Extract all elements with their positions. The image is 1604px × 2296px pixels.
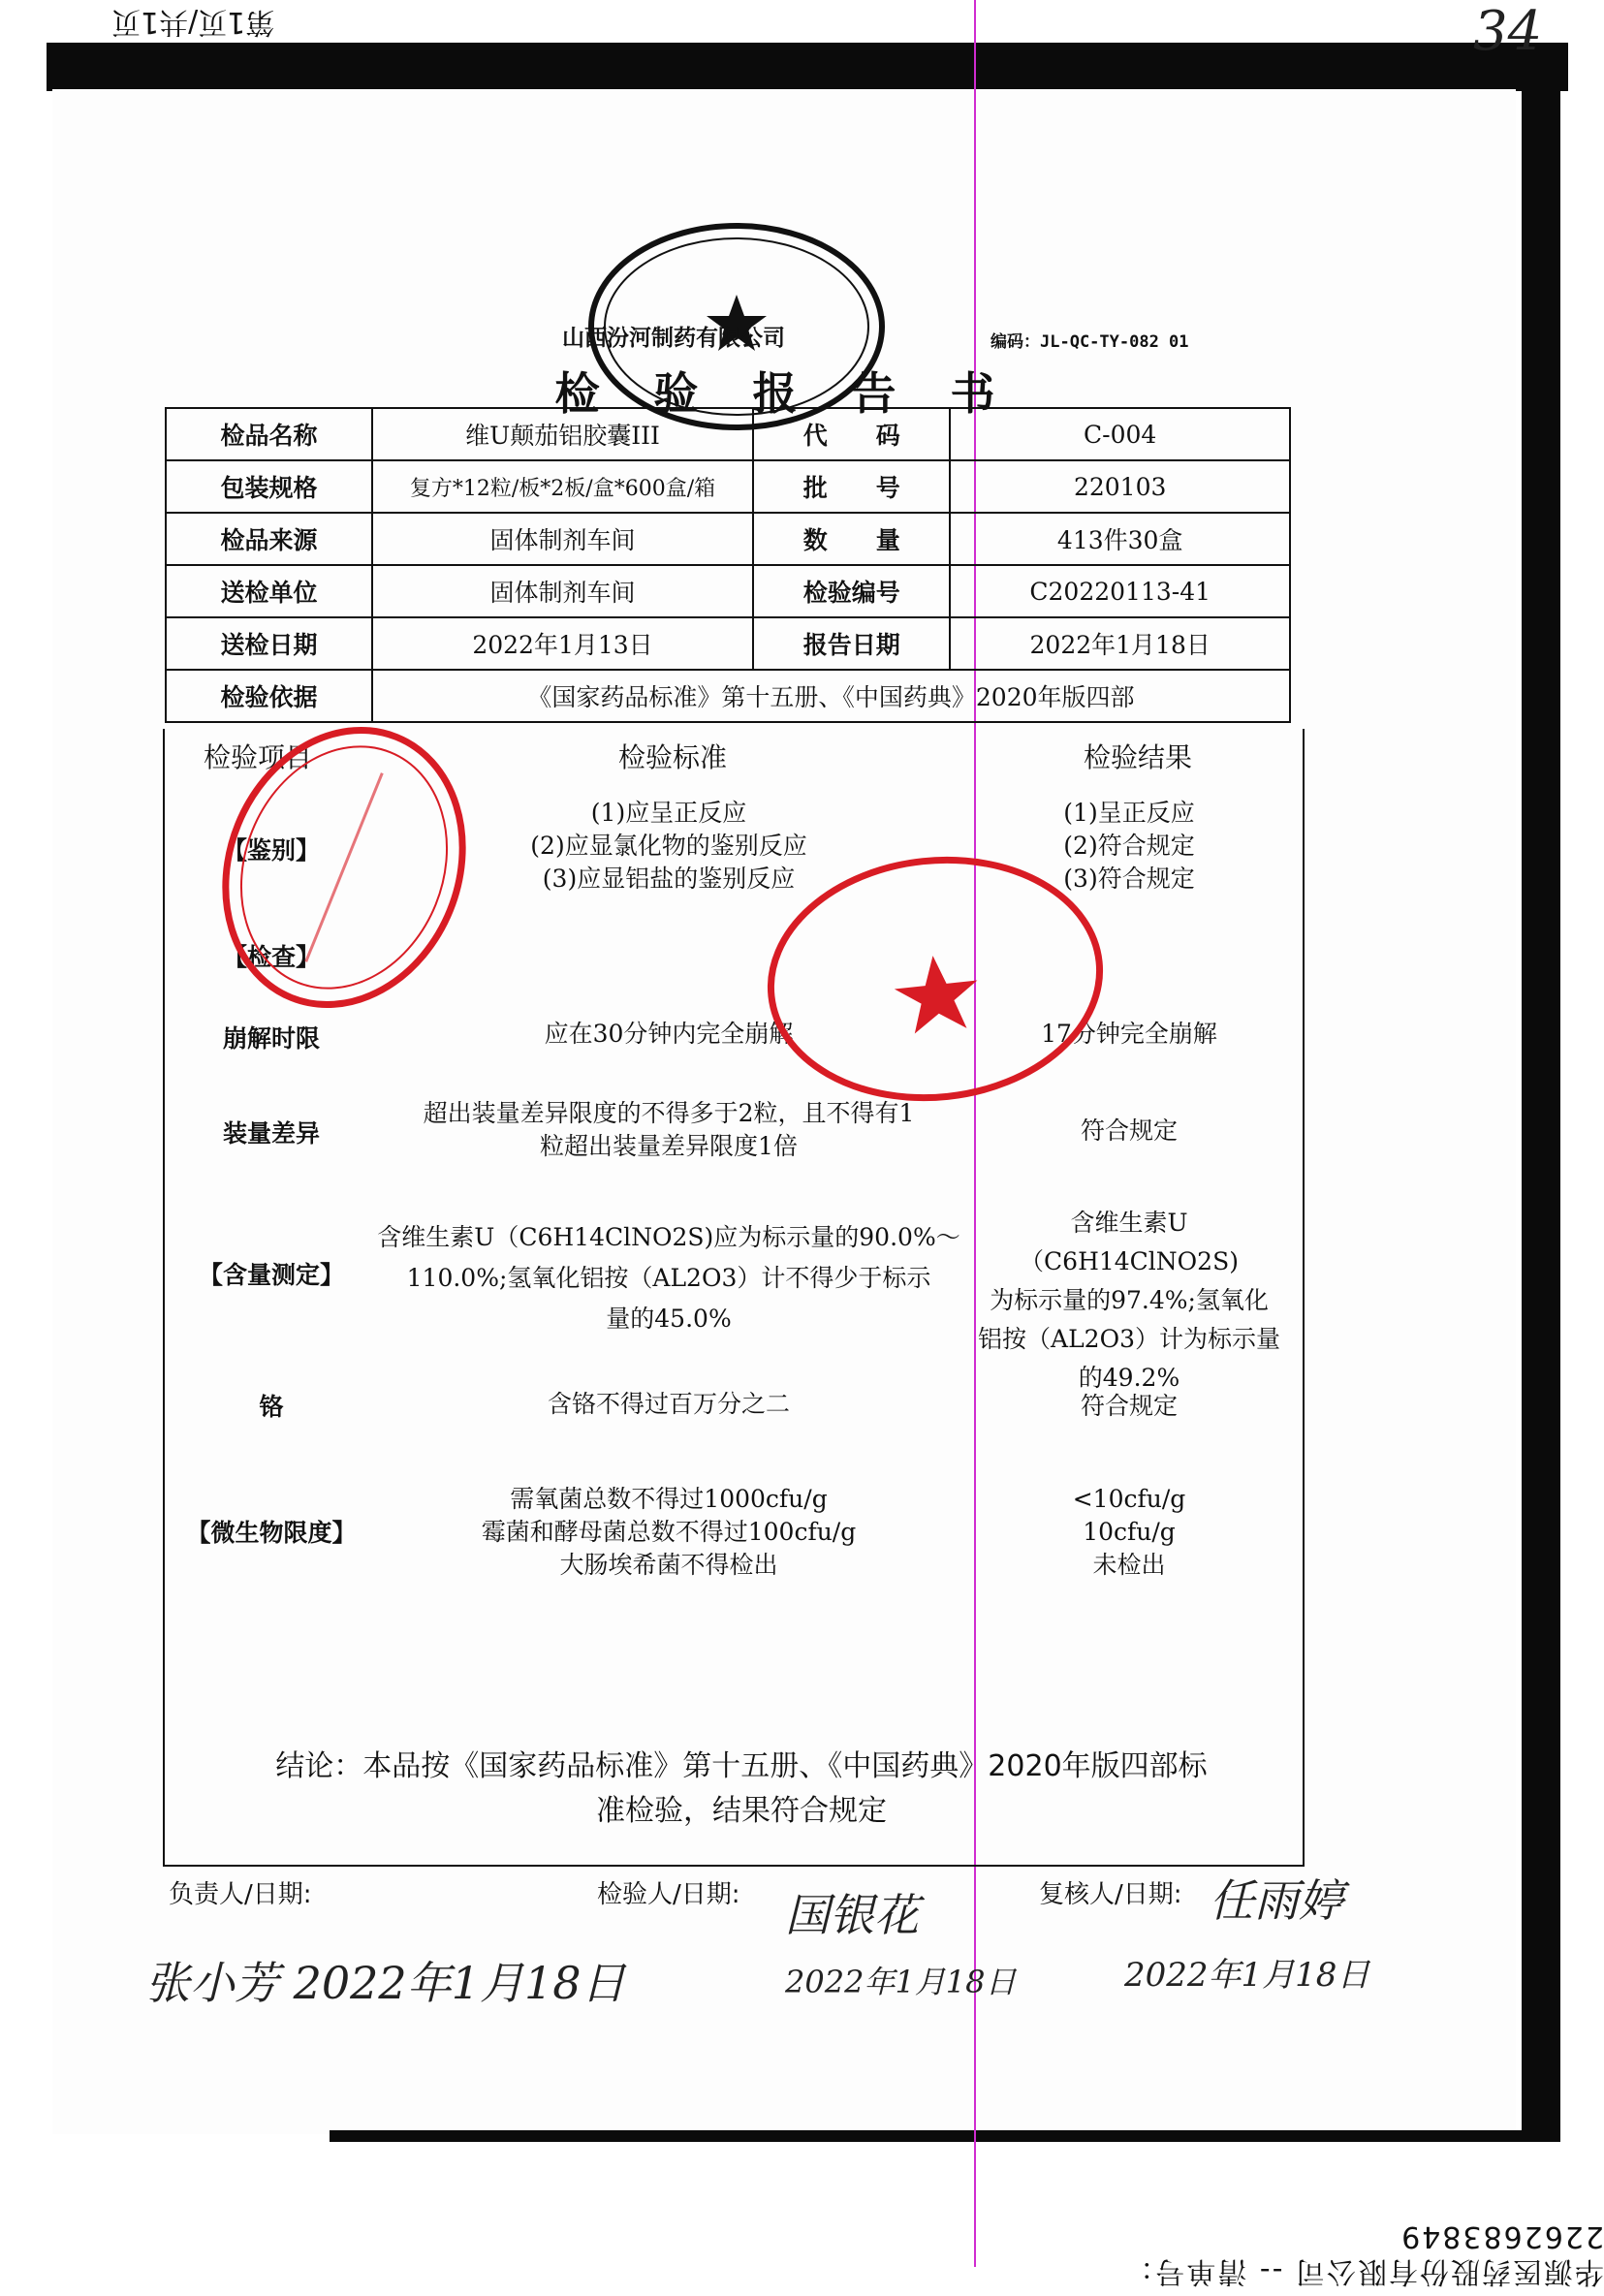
item-identification: 【鉴别】 [222,836,320,865]
result-line: 未检出 [1092,1551,1166,1579]
sample-info-table [165,407,1291,723]
result-line: 为标示量的97.4%;氢氧化 [990,1286,1269,1314]
field-label: 数 量 [753,513,950,565]
field-label: 送检日期 [166,617,372,670]
column-header-result: 检验结果 [1084,741,1193,773]
field-label: 送检单位 [166,565,372,617]
field-label: 检验依据 [166,670,372,722]
scan-border-top [47,43,1568,91]
page-number: 第1页/共1页 [111,5,275,39]
item-microbial-limit: 【微生物限度】 [186,1519,357,1547]
responsible-label: 负责人/日期: [169,1880,312,1909]
inspector-signature: 国银花 [785,1889,919,1941]
item-chromium: 铬 [259,1393,284,1421]
result-line: 铝按（AL2O3）计为标示量 [978,1325,1280,1353]
reviewer-signature: 任雨婷 [1210,1874,1343,1927]
table-row [166,670,1290,722]
document-code: 编码：JL-QC-TY-082 01 [991,332,1189,352]
field-value: 2022年1月18日 [950,617,1290,670]
field-value: C20220113-41 [950,565,1290,617]
standard-microbial-limit [388,1483,950,1582]
standard-line: 量的45.0% [606,1305,732,1333]
column-header-standard: 检验标准 [618,741,728,773]
table-row [166,617,1290,670]
result-line: 的49.2% [1078,1364,1180,1392]
field-label: 检品名称 [166,408,372,460]
standard-fill-weight [368,1097,969,1163]
standard-assay [368,1217,969,1339]
field-value: 413件30盒 [950,513,1290,565]
reviewer-date: 2022年1月18日 [1124,1956,1370,1995]
field-value: 固体制剂车间 [372,513,753,565]
inspector-date: 2022年1月18日 [785,1964,1017,2000]
field-value: 2022年1月13日 [372,617,753,670]
standard-line: (1)应呈正反应 [590,799,747,827]
standard-line: 超出装量差异限度的不得多于2粒，且不得有1 [423,1099,915,1127]
standard-disintegration: 应在30分钟内完全崩解 [544,1020,794,1048]
result-line: (2)符合规定 [1063,832,1195,860]
inspection-heading: 【检查】 [222,943,320,971]
conclusion-line: 准检验，结果符合规定 [596,1794,887,1828]
standard-line: 霉菌和酵母菌总数不得过100cfu/g [481,1518,857,1546]
standard-line: (2)应显氯化物的鉴别反应 [530,832,807,860]
red-seal-distributor [204,717,485,1018]
table-row [166,513,1290,565]
result-microbial-limit [969,1483,1289,1582]
standard-line: 需氧菌总数不得过1000cfu/g [510,1485,828,1513]
table-row [166,408,1290,460]
field-value: 固体制剂车间 [372,565,753,617]
red-seal-quality-department [766,853,1105,1105]
table-row [166,565,1290,617]
table-row [166,460,1290,513]
handwritten-page-number: 34 [1473,0,1543,63]
result-line: (3)符合规定 [1063,865,1195,893]
result-disintegration: 17分钟完全崩解 [1041,1020,1217,1048]
standard-chromium: 含铬不得过百万分之二 [547,1390,790,1418]
item-disintegration: 崩解时限 [222,1024,320,1053]
company-name: 山西汾河制药有限公司 [562,326,785,351]
field-label: 批 号 [753,460,950,513]
result-chromium: 符合规定 [1080,1392,1178,1420]
result-assay [969,1204,1289,1398]
inspector-label: 检验人/日期: [597,1880,740,1909]
column-header-item: 检验项目 [204,741,313,773]
standard-line: 粒超出装量差异限度1倍 [540,1132,798,1160]
result-line: 10cfu/g [1083,1518,1176,1546]
field-value: 《国家药品标准》第十五册、《中国药典》2020年版四部 [372,670,1290,722]
field-label: 代 码 [753,408,950,460]
field-value: 复方*12粒/板*2板/盒*600盒/箱 [372,460,753,513]
field-value: C-004 [950,408,1290,460]
field-label: 检品来源 [166,513,372,565]
standard-line: 大肠埃希菌不得检出 [559,1551,778,1579]
fax-header-line: 华源医药股份有限公司 -- 清单号：2262683849 [1122,2219,1604,2288]
item-assay: 【含量测定】 [198,1261,344,1289]
standard-line: 110.0%;氢氧化铝按（AL2O3）计不得少于标示 [406,1264,931,1292]
result-fill-weight: 符合规定 [1080,1117,1178,1145]
result-line: (1)呈正反应 [1063,799,1195,827]
field-label: 报告日期 [753,617,950,670]
field-value: 维U颠茄铝胶囊III [372,408,753,460]
field-label: 包装规格 [166,460,372,513]
conclusion [184,1745,1299,1834]
field-label: 检验编号 [753,565,950,617]
result-line: <10cfu/g [1072,1485,1186,1513]
standard-line: 含维生素U（C6H14ClNO2S)应为标示量的90.0%～ [377,1223,960,1251]
scan-border-bottom [330,2130,1560,2142]
conclusion-line: 结论：本品按《国家药品标准》第十五册、《中国药典》2020年版四部标 [275,1749,1208,1783]
field-value: 220103 [950,460,1290,513]
reviewer-label: 复核人/日期: [1039,1880,1182,1909]
standard-line: (3)应显铝盐的鉴别反应 [542,865,796,893]
responsible-signature: 张小芳 2022年1月18日 [145,1957,626,2009]
result-line: 含维生素U（C6H14ClNO2S) [1020,1209,1239,1275]
document-title: 检验报告书 [554,367,1050,420]
item-fill-weight: 装量差异 [222,1119,320,1148]
